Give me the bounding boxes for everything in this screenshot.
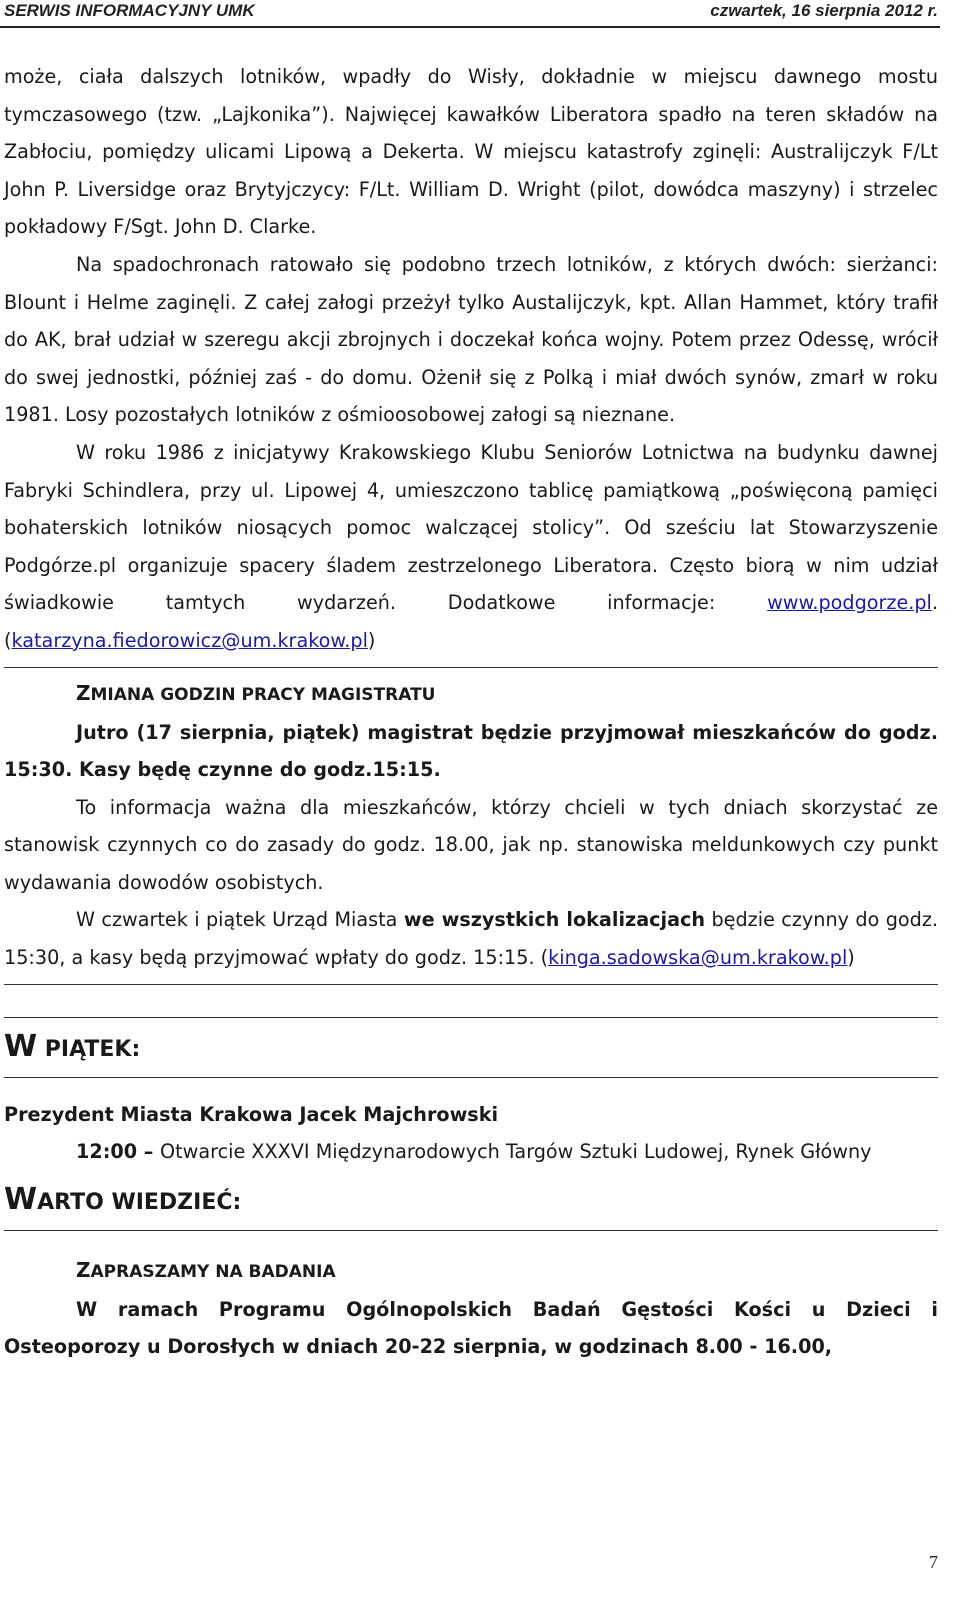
hours-details-c: będzie czynny do godz. 15:30, a kasy będą przyjmować wpłaty do godz. 15:15. ( <box>4 908 939 970</box>
header-rule <box>0 26 940 28</box>
section-title-tests: ZAPRASZAMY NA BADANIA <box>76 1257 336 1282</box>
section-divider-4 <box>4 1077 938 1078</box>
hours-paragraph: To informacja ważna dla mieszkańców, którzy chcieli w tych dniach skorzystać ze stanowisk czynnych co do zasady do godz. 18.00, jak np. stanowiska meldunkowych czy punkt wydawania dowodów osobistych. <box>4 795 938 894</box>
mayor-name: Prezydent Miasta Krakowa Jacek Majchrowski <box>4 1102 499 1126</box>
header-title: SERWIS INFORMACYJNY UMK <box>4 1 255 20</box>
page-header <box>0 0 960 24</box>
hours-details-a: W czwartek i piątek Urząd Miasta <box>76 908 404 932</box>
section-divider-5 <box>4 1230 938 1231</box>
event-time: 12:00 <box>76 1140 138 1164</box>
hours-lead: Jutro (17 sierpnia, piątek) magistrat będzie przyjmował mieszkańców do godz. 15:30. Kasy będę czynne do godz.15:15. <box>4 720 938 782</box>
page-number: 7 <box>929 1552 938 1572</box>
event-description: Otwarcie XXXVI Międzynarodowych Targów Sztuki Ludowej, Rynek Główny <box>160 1140 872 1164</box>
paragraph-plaque <box>4 434 938 660</box>
section-title-hours: ZMIANA GODZIN PRACY MAGISTRATU <box>76 680 436 705</box>
hours-details <box>4 901 938 976</box>
section-divider-2 <box>4 984 938 985</box>
section-divider <box>4 667 938 668</box>
hours-details-bold: we wszystkich lokalizacjach <box>403 908 706 932</box>
header-date: czwartek, 16 sierpnia 2012 r. <box>710 1 938 20</box>
paragraph-liberator-crash: może, ciała dalszych lotników, wpadły do Wisły, dokładnie w miejscu dawnego mostu tymczasowego (tzw. „Lajkonika”). Najwięcej kawałków Liberatora spadło na teren składów na Zabłociu, pomiędzy ulicami Lipową a Dekerta. W miejscu katastrofy zginęli: Australijczyk F/Lt John P. Liversidge oraz Brytyjczycy: F/Lt. William D. Wright (pilot, dowódca maszyny) i strzelec pokładowy F/Sgt. John D. Clarke. <box>4 65 938 239</box>
tests-paragraph: W ramach Programu Ogólnopolskich Badań Gęstości Kości u Dzieci i Osteoporozy u Dorosłych w dniach 20-22 sierpnia, w godzinach 8.00 - 16.00, <box>4 1297 938 1359</box>
plaque-sep: . ( <box>4 591 938 652</box>
email-link-sadowska[interactable]: kinga.sadowska@um.krakow.pl <box>548 946 848 970</box>
plaque-end: ) <box>367 628 376 652</box>
hours-details-end: ) <box>847 946 855 970</box>
podgorze-link[interactable]: www.podgorze.pl <box>767 591 932 615</box>
event-dash: – <box>137 1140 161 1164</box>
article-body <box>4 58 938 1366</box>
section-divider-3 <box>4 1017 938 1018</box>
friday-event <box>4 1133 938 1171</box>
plaque-text: W roku 1986 z inicjatywy Krakowskiego Klubu Seniorów Lotnictwa na budynku dawnej Fabryki Schindlera, przy ul. Lipowej 4, umieszczono tablicę pamiątkową „poświęconą pamięci bohaterskich lotników niosących pomoc walczącej stolicy”. Od sześciu lat Stowarzyszenie Podgórze.pl organizuje spacery śladem zestrzelonego Liberatora. Często biorą w nim udział świadkowie tamtych wydarzeń. Dodatkowe informacje: <box>4 440 938 615</box>
section-title-friday: W PIĄTEK: <box>4 1028 141 1064</box>
section-title-worth-knowing: WARTO WIEDZIEĆ: <box>4 1181 242 1217</box>
email-link-fiedorowicz[interactable]: katarzyna.fiedorowicz@um.krakow.pl <box>11 628 368 652</box>
paragraph-parachutes: Na spadochronach ratowało się podobno trzech lotników, z których dwóch: sierżanci: Blount i Helme zaginęli. Z całej załogi przeżył tylko Austalijczyk, kpt. Allan Hammet, który trafił do AK, brał udział w szeregu akcji zbrojnych i doczekał końca wojny. Potem przez Odessę, wrócił do swej jednostki, później zaś - do domu. Ożenił się z Polką i miał dwóch synów, zmarł w roku 1981. Losy pozostałych lotników z ośmioosobowej załogi są nieznane. <box>4 252 938 427</box>
